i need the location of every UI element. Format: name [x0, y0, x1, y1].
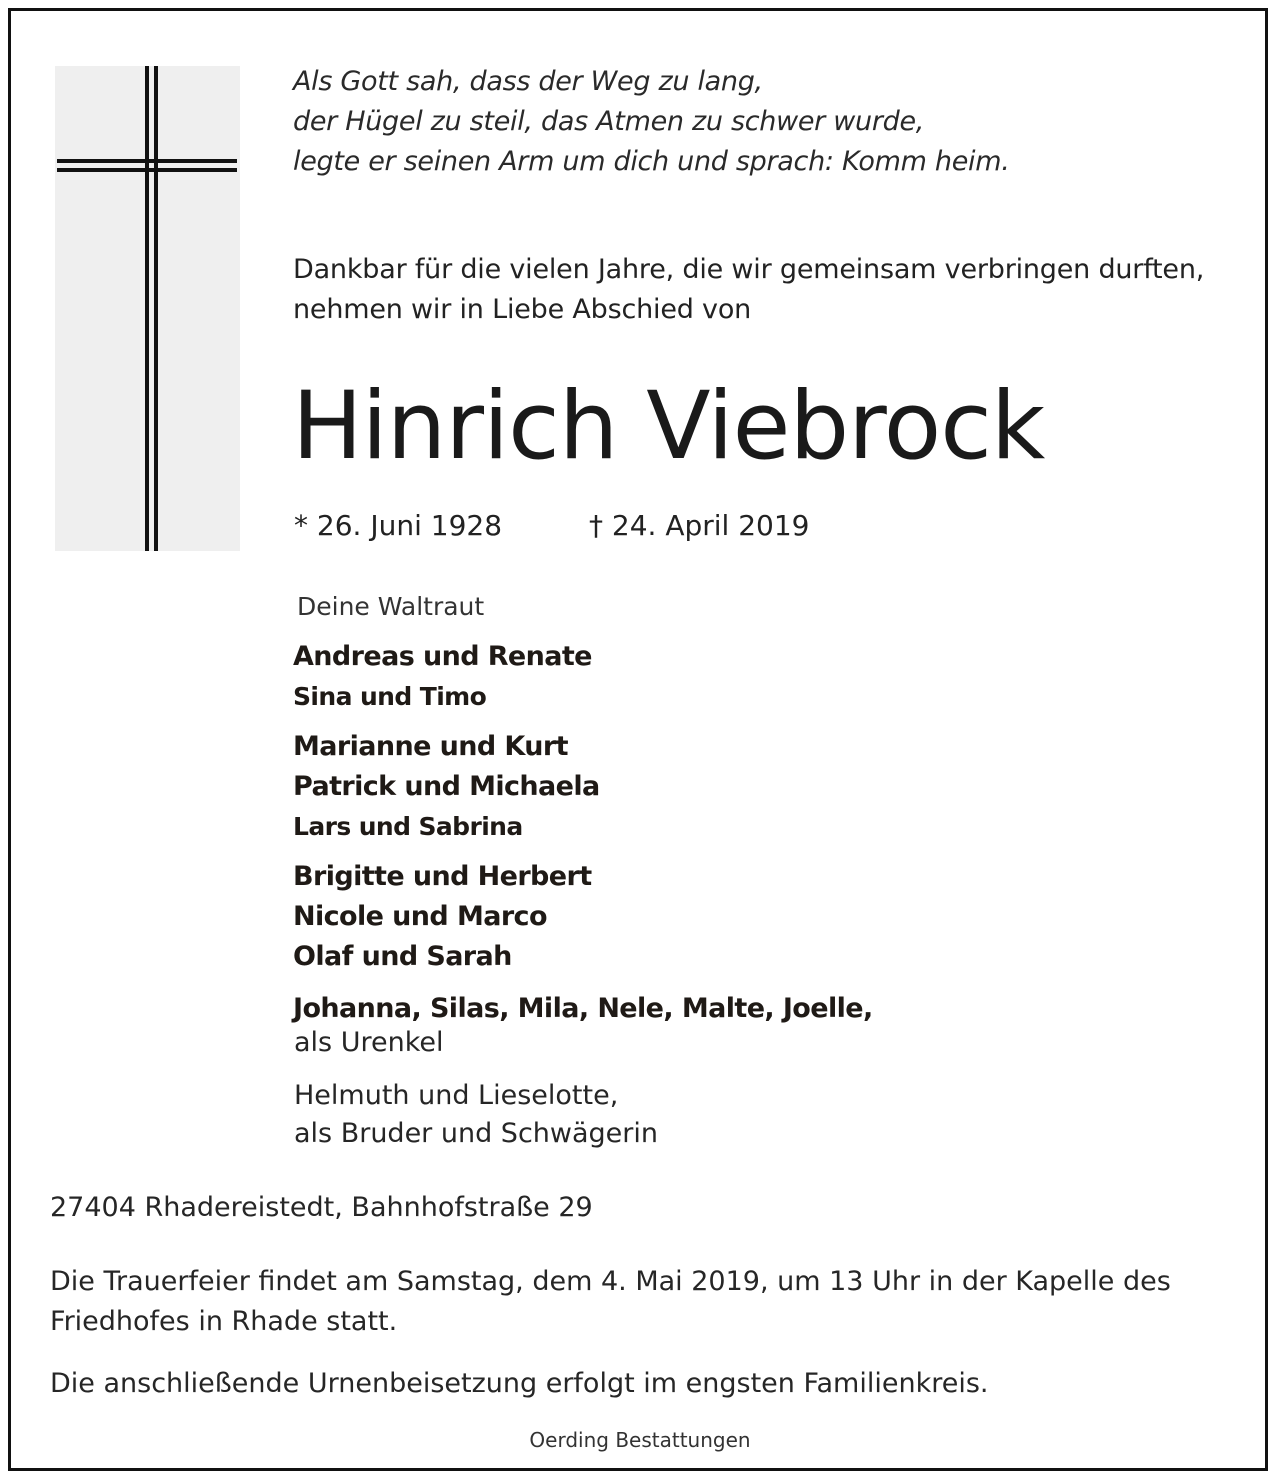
intro-text: [293, 250, 1204, 330]
mourner-wife: Deine Waltraut: [297, 592, 485, 621]
siblings: Helmuth und Lieselotte,: [294, 1080, 619, 1111]
service-line: Friedhofes in Rhade statt.: [50, 1306, 398, 1337]
burial-note: Die anschließende Urnenbeisetzung erfolgt im engsten Familienkreis.: [50, 1368, 989, 1399]
verse-line: der Hügel zu steil, das Atmen zu schwer wurde,: [293, 106, 925, 137]
great-grandchildren-note: als Urenkel: [294, 1027, 444, 1058]
mourner-line: Andreas und Renate: [293, 641, 592, 672]
service-line: Die Trauerfeier findet am Samstag, dem 4. Mai 2019, um 13 Uhr in der Kapelle des: [50, 1266, 1171, 1297]
cross-icon: [55, 66, 240, 551]
mourner-line: Marianne und Kurt: [293, 731, 568, 762]
mourner-line: Sina und Timo: [293, 682, 487, 711]
deceased-name: Hinrich Viebrock: [292, 372, 1045, 481]
undertaker: Oerding Bestattungen: [529, 1428, 751, 1452]
verse-line: legte er seinen Arm um dich und sprach: Komm heim.: [293, 146, 1010, 177]
mourner-line: Nicole und Marco: [293, 901, 547, 932]
mourner-line: Patrick und Michaela: [293, 771, 600, 802]
birth-date: * 26. Juni 1928: [294, 509, 503, 542]
address: 27404 Rhadereistedt, Bahnhofstraße 29: [50, 1192, 593, 1223]
verse-line: Als Gott sah, dass der Weg zu lang,: [293, 66, 763, 97]
intro-line: nehmen wir in Liebe Abschied von: [293, 294, 752, 325]
mourner-line: Brigitte und Herbert: [293, 861, 592, 892]
mourner-line: Olaf und Sarah: [293, 941, 512, 972]
death-date: † 24. April 2019: [589, 509, 810, 542]
verse: [293, 62, 1010, 182]
mourner-line: Lars und Sabrina: [293, 812, 523, 841]
siblings-note: als Bruder und Schwägerin: [294, 1118, 658, 1149]
intro-line: Dankbar für die vielen Jahre, die wir gemeinsam verbringen durften,: [293, 254, 1205, 285]
great-grandchildren: Johanna, Silas, Mila, Nele, Malte, Joelle,: [293, 993, 873, 1024]
